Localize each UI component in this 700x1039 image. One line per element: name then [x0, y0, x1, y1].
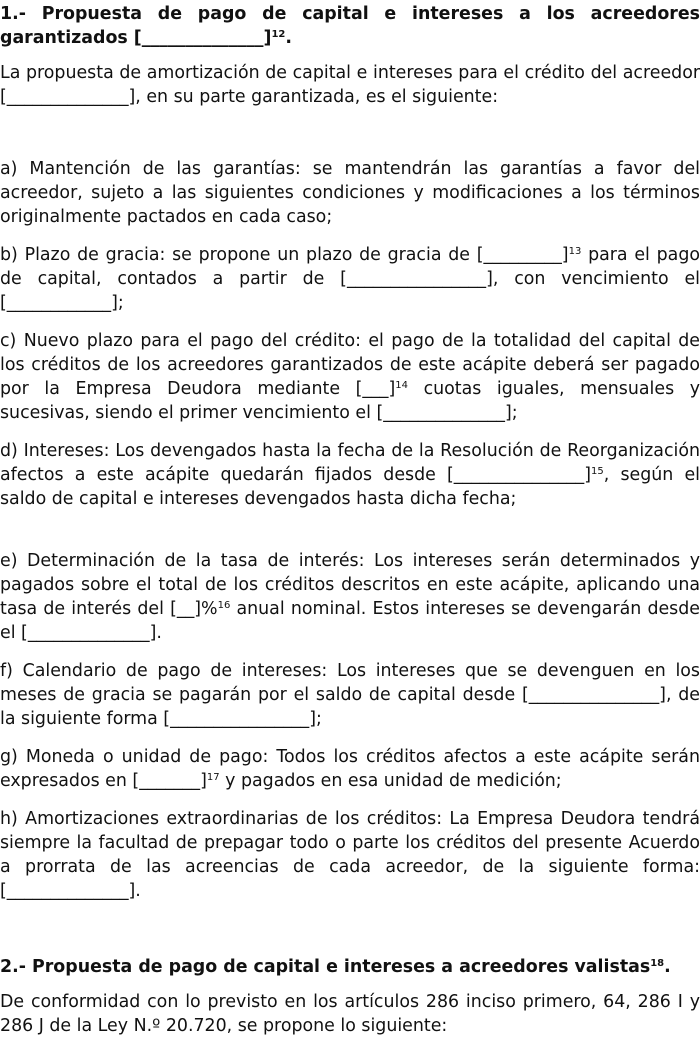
item-d: d) Intereses: Los devengados hasta la fecha de la Resolución de Reorganización afectos a este acápite quedarán fijados desde [_______________]$^{15}$, según el saldo de capital e intereses devengados hasta dicha fecha;	[0, 441, 700, 509]
item-f: f) Calendario de pago de intereses: Los intereses que se devenguen en los meses de gracia se pagarán por el saldo de capital desde [_______________], de la siguiente forma [________________];	[0, 661, 700, 729]
item-c: c) Nuevo plazo para el pago del crédito: el pago de la totalidad del capital de los créditos de los acreedores garantizados de este acápite deberá ser pagado por la Empresa Deudora mediante [___]$^{14}$ cuotas iguales, mensuales y sucesivas, siendo el primer vencimiento el [______________];	[0, 331, 700, 423]
item-a: a) Mantención de las garantías: se mantendrán las garantías a favor del acreedor, sujeto a las siguientes condiciones y modificaciones a los términos originalmente pactados en cada caso;	[0, 159, 700, 227]
section-1-intro: La propuesta de amortización de capital e intereses para el crédito del acreedor [______________], en su parte garantizada, es el siguiente:	[0, 63, 700, 107]
item-b: b) Plazo de gracia: se propone un plazo de gracia de [_________]$^{13}$ para el pago de capital, contados a partir de [________________], con vencimiento el [____________];	[0, 245, 700, 313]
section-2-intro: De conformidad con lo previsto en los artículos 286 inciso primero, 64, 286 I y 286 J de la Ley N.º 20.720, se propone lo siguiente:	[0, 992, 700, 1036]
item-e: e) Determinación de la tasa de interés: Los intereses serán determinados y pagados sobre el total de los créditos descritos en este acápite, aplicando una tasa de interés del [__]%$^{16}$ anual nominal. Estos intereses se devengarán desde el [______________].	[0, 551, 700, 643]
section-2-heading: 2.- Propuesta de pago de capital e intereses a acreedores valistas$^{18}$.	[0, 957, 671, 977]
item-h: h) Amortizaciones extraordinarias de los créditos: La Empresa Deudora tendrá siempre la facultad de prepagar todo o parte los créditos del presente Acuerdo a prorrata de las acreencias de cada acreedor, de la siguiente forma: [______________].	[0, 809, 700, 901]
section-1-heading: 1.- Propuesta de pago de capital e intereses a los acreedores garantizados [______________]$^{12}$.	[0, 4, 700, 48]
item-g: g) Moneda o unidad de pago: Todos los créditos afectos a este acápite serán expresados en [_______]$^{17}$ y pagados en esa unidad de medición;	[0, 747, 700, 791]
